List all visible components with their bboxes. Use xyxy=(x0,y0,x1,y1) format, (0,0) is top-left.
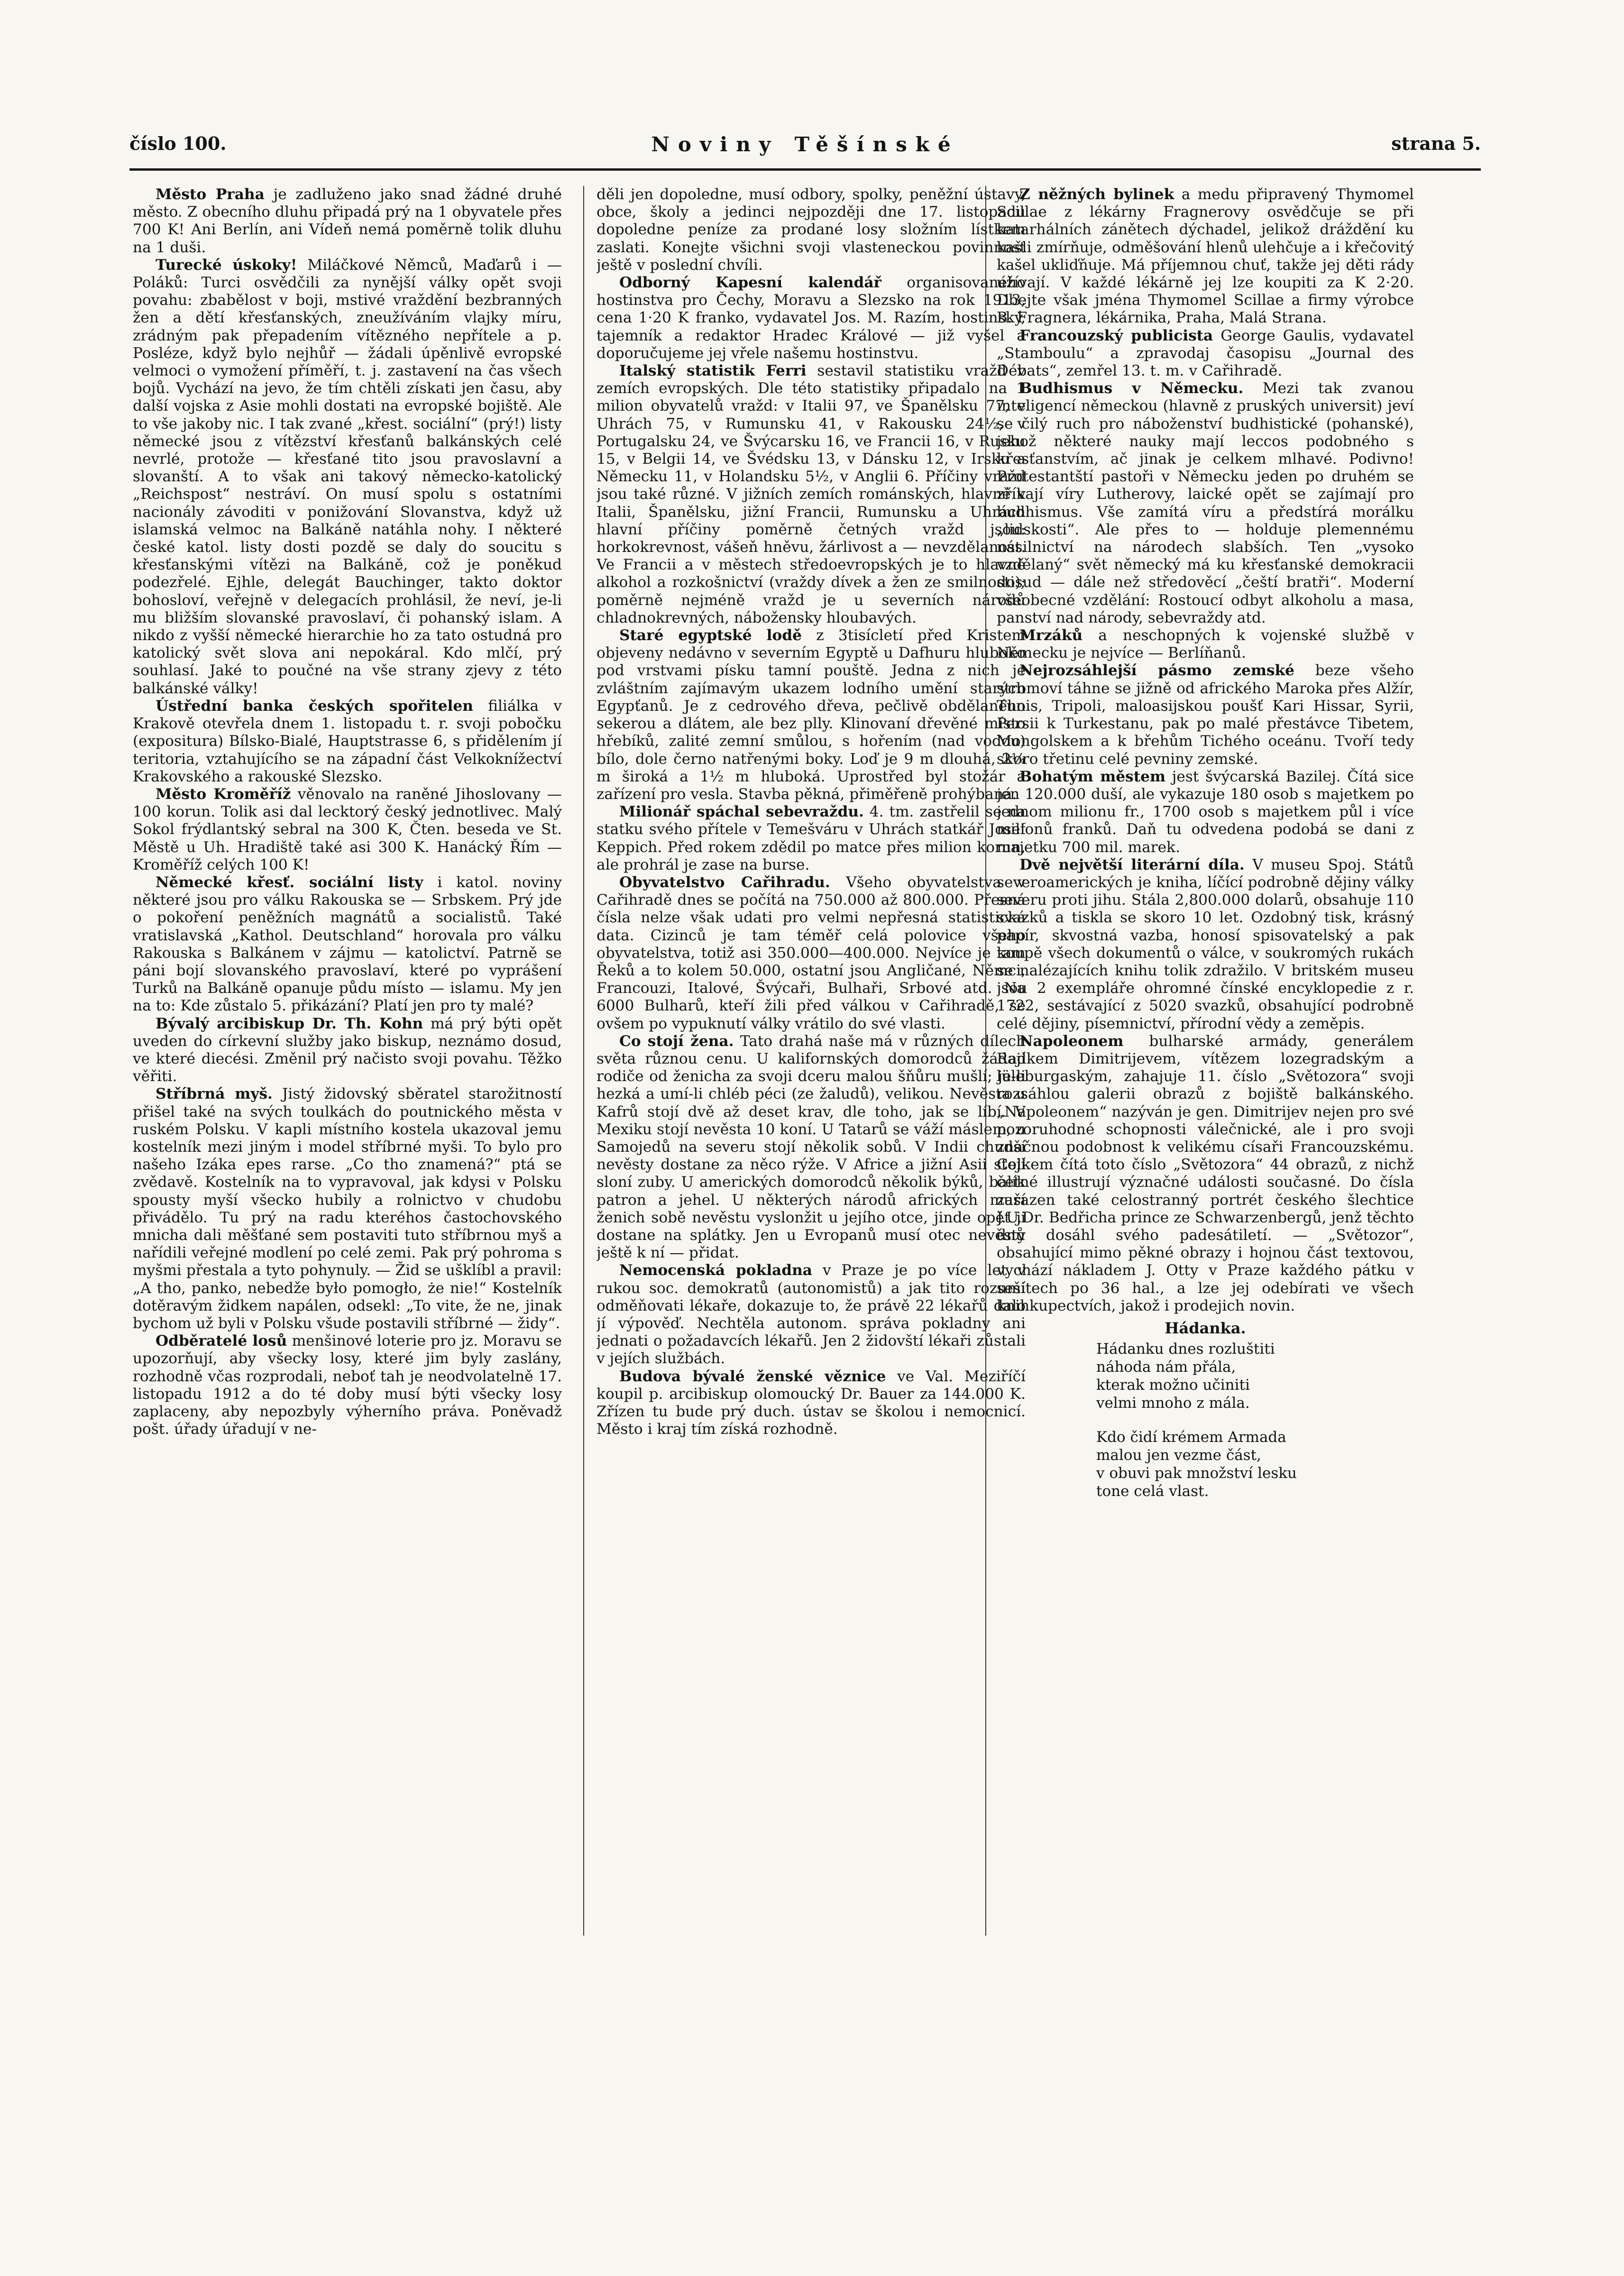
article-paragraph xyxy=(133,1332,562,1438)
article-text: sestavil statistiku vražd v zemích evropských. Dle této statistiky připadalo na 1 milion obyvatelů vražd: v Italii 97, ve Španělsku 77, v Uhrách 75, v Rumunsku 41, v Rakousku 24½, v Portugalsku 24, ve Švýcarsku 16, ve Francii 16, v Rusku 15, v Belgii 14, ve Švédsku 13, v Dánsku 12, v Irsku a Německu 11, v Holandsku 5½, v Anglii 6. Příčiny vražd jsou také různé. V jižních zemích románských, hlavně v Italii, Španělsku, jižní Francii, Rumunsku a Uhrách hlavní příčiny poměrně četných vražd jsou: horkokrevnost, vášeň hněvu, žárlivost a — nevzdělanost. Ve Francii a v městech středoevropských je to hlavně alkohol a rozkošnictví (vraždy dívek a žen ze smilnosti); poměrně nejméně vražd je u severních národů chladnokrevných, nábožensky hloubavých. xyxy=(596,362,1026,626)
article-paragraph xyxy=(997,768,1414,856)
article-text: z 3tisícletí před Kristem objeveny nedávno v severním Egyptě u Dafhuru hluboko pod vrstvami písku tamní pouště. Jedna z nich je zvláštním zajímavým ukazem lodního umění starých Egypťanů. Je z cedrového dřeva, pečlivě obdělaného sekerou a dlátem, ale bez plly. Klinovaní dřevěné místo hřebíků, zalité zemní smůlou, s hořením (nad vodou) bílo, dole černo natřenými boky. Loď je 9 m dlouhá, 2¼ m široká a 1½ m hluboká. Uprostřed byl stožár a zařízení pro vesla. Stavba pěkná, přiměřeně prohýbaná. xyxy=(596,627,1026,803)
article-paragraph xyxy=(133,1015,562,1086)
article-text: George Gaulis, vydavatel „Stamboulu“ a zpravodaj časopisu „Journal des Débats“, zemřel 13. t. m. v Cařihradě. xyxy=(997,327,1414,380)
riddle-stanza-1 xyxy=(1096,1340,1414,1412)
article-headline: Co stojí žena. xyxy=(619,1032,734,1050)
article-text: 4. tm. zastřelil se na statku svého přítele v Temešváru v Uhrách statkář Josef Keppich. Před rokem zdědil po matce přes milion korun, ale prohrál je zase na burse. xyxy=(596,803,1026,873)
article-headline: Milionář spáchal sebevraždu. xyxy=(619,803,864,821)
column-3-articles xyxy=(997,186,1414,1315)
article-paragraph xyxy=(133,697,562,786)
article-paragraph xyxy=(997,380,1414,627)
page-number: strana 5. xyxy=(1391,133,1481,154)
article-paragraph xyxy=(997,627,1414,662)
article-paragraph xyxy=(596,874,1026,1033)
article-text: v Praze je po více let v rukou soc. demokratů (autonomistů) a jak tito rozumí odměňovati lékaře, dokazuje to, že právě 22 lékařů dalo jí výpověď. Nechtěla autonom. správa pokladny ani jednati o požadavcích lékařů. Jen 2 židovští lékaři zůstali v jejích službách. xyxy=(596,1262,1026,1367)
column-1 xyxy=(133,186,562,1936)
article-text: a neschopných k vojenské službě v Německu je nejvíce — Berlíňanů. xyxy=(997,627,1414,662)
article-paragraph xyxy=(133,257,562,697)
riddle-line: v obuvi pak množství lesku xyxy=(1096,1465,1297,1482)
riddle-title: Hádanka. xyxy=(1165,1319,1246,1337)
article-headline: Ústřední banka českých spořitelen xyxy=(156,697,473,715)
article-paragraph xyxy=(133,1085,562,1332)
article-headline: Budova bývalé ženské věznice xyxy=(619,1367,886,1385)
riddle-line: Kdo čidí krémem Armada xyxy=(1096,1429,1286,1446)
article-text: Mezi tak zvanou inteligencí německou (hlavně z pruských universit) jeví se čilý ruch pro náboženství budhistické (pohanské), jehož některé nauky mají leccos podobného s křesťanstvím, ač jinak je celkem mlhavé. Podivno! Protestantští pastoři v Německu jeden po druhém se zříkají víry Lutherovy, laické opět se zajímají pro budhismus. Vše zamítá víru a předstírá morálku „lidskosti“. Ale přes to — holduje plemennému násilnictví na národech slabších. Ten „vysoko vzdělaný“ svět německý má ku křesťanské demokracii dosud — dále než středověcí „čeští bratři“. Moderní všeobecné vzdělání: Rostoucí odbyt alkoholu a masa, panství nad národy, sebevraždy atd. xyxy=(997,380,1414,626)
article-paragraph xyxy=(596,627,1026,803)
article-headline: Nemocenská pokladna xyxy=(619,1262,812,1279)
article-headline: Obyvatelstvo Cařihradu. xyxy=(619,873,830,891)
article-paragraph xyxy=(596,362,1026,627)
article-headline: Francouzský publicista xyxy=(1019,327,1213,344)
article-text: beze všeho stromoví táhne se jižně od afrického Maroka přes Alžír, Tunis, Tripoli, maloasijskou poušť Kari Hissar, Syrii, Persii k Turkestanu, pak po malé přestávce Tibetem, Mongolskem a k břehům Tichého oceánu. Tvoří tedy skoro třetinu celé pevniny zemské. xyxy=(997,662,1414,768)
article-paragraph xyxy=(596,274,1026,362)
article-paragraph xyxy=(997,186,1414,327)
article-headline: Mrzáků xyxy=(1019,627,1083,644)
article-text: děli jen dopoledne, musí odbory, spolky, peněžní ústavy, obce, školy a jedinci nejpozději dne 17. listopadu dopoledne peníze za prodané losy složním lístkem zaslati. Konejte všichni svoji vlasteneckou povinnost ještě v poslední chvíli. xyxy=(596,186,1026,274)
newspaper-title: Noviny Těšínské xyxy=(651,133,959,156)
article-headline: Nejrozsáhlejší pásmo zemské xyxy=(1019,662,1294,679)
article-text: Všeho obyvatelstva v Cařihradě dnes se počítá na 750.000 až 800.000. Přesná čísla nelze však udati pro velmi nepřesná statistická data. Cizinců je tam téměř celá polovice všeho obyvatelstva, totiž asi 350.000—400.000. Nejvíce je tam Řeků a to kolem 50.000, ostatní jsou Angličané, Němci, Francouzi, Italové, Švýcaři, Bulhaři, Srbové atd. Na 6000 Bulharů, kteří žili před válkou v Cařihradě, se ovšem po vypuknutí války vrátilo do své vlasti. xyxy=(596,873,1026,1032)
article-headline: Budhismus v Německu. xyxy=(1019,380,1244,397)
article-text: Tato drahá naše má v různých dílech světa různou cenu. U kalifornských domorodců žádají rodiče od ženicha za svoji dceru malou šňůru mušlí; je-li hezká a umí-li chléb péci (ze žaludů), velikou. Nevěsta u Kafrů stojí dvě až deset krav, dle toho, jak se líbí. V Mexiku stojí nevěsta 10 koní. U Tatarů se váží máslem, u Samojedů na severu stojí několik sobů. V Indii chudší nevěsty dostane za něco rýže. V Africe a jižní Asii stojí sloní zuby. U amerických domorodců několik býků, balík patron a jehel. U některých národů afrických musí ženich sobě nevěstu vyslonžit u jejího otce, jinde opět ji dostane na splátky. Jen u Evropanů musí otec nevěsty ještě k ní — přidat. xyxy=(596,1032,1026,1262)
article-text: organisovaného hostinstva pro Čechy, Moravu a Slezsko na rok 1913, cena 1·20 K franko, vydavatel Jos. M. Razím, hostinský, tajemník a redaktor Hradec Králové — již vyšel a doporučujeme jej vřele našemu hostinstvu. xyxy=(596,274,1026,362)
article-headline: Italský statistik Ferri xyxy=(619,362,807,380)
article-headline: Bývalý arcibiskup Dr. Th. Kohn xyxy=(156,1015,423,1032)
article-headline: Dvě největší literární díla. xyxy=(1019,856,1245,873)
article-paragraph xyxy=(133,874,562,1015)
article-paragraph xyxy=(596,1033,1026,1262)
riddle-line: náhoda nám přála, xyxy=(1096,1358,1236,1376)
article-paragraph xyxy=(596,803,1026,874)
article-text: má prý býti opět uveden do církevní služby jako biskup, neznámo dosud, ve které diecési. Změnil prý načisto svoji povahu. Těžko věřiti. xyxy=(133,1015,562,1085)
riddle-line: malou jen vezme část, xyxy=(1096,1447,1261,1464)
article-paragraph xyxy=(997,856,1414,1033)
article-paragraph xyxy=(596,186,1026,274)
article-paragraph xyxy=(596,1262,1026,1367)
article-paragraph xyxy=(997,1033,1414,1315)
article-paragraph xyxy=(997,327,1414,380)
article-text: jest švýcarská Bazilej. Čítá sice jen 120.000 duší, ale vykazuje 180 osob s majetkem po jednom milionu fr., 1700 osob s majetkem půl i více milionů franků. Daň tu odvedena podobá se dani z majetku 700 mil. marek. xyxy=(997,768,1414,856)
article-headline: Napoleonem xyxy=(1019,1032,1124,1050)
article-text: filiálka v Krakově otevřela dnem 1. listopadu t. r. svoji pobočku (expositura) Bílsko-Bialé, Hauptstrasse 6, s přidělením jí teritoria, vztahujícího se na západní část Velkoknížectví Krakovského a rakouské Slezsko. xyxy=(133,697,562,785)
article-headline: Stříbrná myš. xyxy=(156,1085,273,1103)
column-divider xyxy=(583,186,584,1936)
article-headline: Bohatým městem xyxy=(1019,768,1165,785)
riddle-line: velmi mnoho z mála. xyxy=(1096,1395,1250,1412)
article-text: ve Val. Meziříčí koupil p. arcibiskup olomoucký Dr. Bauer za 144.000 K. Zřízen tu bude prý duch. ústav se školou i nemocnicí. Město i kraj tím získá rozhodně. xyxy=(596,1367,1026,1438)
article-paragraph xyxy=(997,662,1414,768)
article-text: věnovalo na raněné Jihoslovany — 100 korun. Tolik asi dal lecktorý český jednotlivec. Malý Sokol frýdlantský sebral na 300 K, Čten. beseda ve St. Městě u Uh. Hradiště také asi 300 K. Hanácký Řím — Kroměříž celých 100 K! xyxy=(133,785,562,873)
column-2 xyxy=(596,186,1026,1936)
article-text: i katol. noviny některé jsou pro válku Rakouska se — Srbskem. Prý jde o pokoření peněžních magnátů a socialistů. Také vratislavská „Kathol. Deutschland“ horovala pro válku Rakouska s Balkánem v zájmu — katolictví. Patrně se páni bojí slovanského pravoslaví, které po vyprášení Turků na Balkáně opanuje půdu místo — islamu. My jen na to: Kde zůstalo 5. přikázání? Platí jen pro ty malé? xyxy=(133,873,562,1015)
riddle-line: Hádanku dnes rozluštiti xyxy=(1096,1340,1275,1358)
article-paragraph xyxy=(133,186,562,257)
riddle-stanza-2 xyxy=(1096,1428,1414,1500)
article-headline: Staré egyptské lodě xyxy=(619,627,802,644)
article-headline: Německé křesť. sociální listy xyxy=(156,873,423,891)
riddle-line: tone celá vlast. xyxy=(1096,1483,1209,1500)
article-headline: Turecké úskoky! xyxy=(156,256,297,274)
article-text: Miláčkové Němců, Maďarů i — Poláků: Turci osvědčili za nynější války opět svoji povahu: zbabělost v boji, mstivé vraždění bezbranných žen a dětí křesťanských, zneužíváním vlajky míru, zrádným pak přepadením vítězného nepřítele a p. Posléze, když bylo nejhůř — žádali úpěnlivě evropské velmoci o vymožení příměří, t. j. zastavení na čas všech bojů. Vychází na jevo, že tím chtěli získati jen času, aby další vojska z Asie mohli dostati na evropské bojiště. Ale to vše jakoby nic. I tak zvané „křest. sociální“ (prý!) listy německé jsou z vítězství křesťanů balkánských celé nevrlé, protože — křesťané tito jsou pravoslavní a slovanští. A to však ani takový německo-katolický „Reichspost“ nestráví. On musí spolu s ostatními nacionály závoditi v ponižování Slovanstva, když už islamská velmoc na Balkáně natáhla nohy. I některé české katol. listy dosti pozdě se daly do soucitu s křesťanskými vítězi na Balkáně, což je poněkud podezřelé. Ejhle, delegát Bauchinger, takto doktor bohosloví, veřejně v delegacích prohlásil, že neví, je-li mu bližším slovanské pravoslaví, či pohanský islam. A nikdo z vyšší německé hierarchie ho za tato ostudná pro katolický svět slova ani nepokáral. Kdo mlčí, prý souhlasí. Jaké to poučné na vše strany zjevy z této balkánské války! xyxy=(133,256,562,697)
article-text: menšinové loterie pro jz. Moravu se upozorňují, aby všecky losy, které jim byly zaslány, rozhodně včas rozprodali, neboť tah je neodvolatelně 17. listopadu 1912 a do té doby musí býti všecky losy zaplaceny, aby nepozbyly výherního práva. Poněvadž pošt. úřady úřadují v ne- xyxy=(133,1332,562,1438)
page-header xyxy=(129,133,1481,166)
header-rule xyxy=(129,168,1481,171)
article-text: V museu Spoj. Států severoamerických je kniha, líčící podrobně dějiny války severu proti jihu. Stála 2,800.000 dolarů, obsahuje 110 svazků a tiskla se skoro 10 let. Ozdobný tisk, krásný papír, skvostná vazba, honosí spisovatelský a pak koupě všech dokumentů o válce, v soukromých rukách se nalézajících knihu tolik zdražilo. V britském museu jsou 2 exempláře ohromné čínské encyklopedie z r. 1722, sestávající z 5020 svazků, obsahující podrobně celé dějiny, písemnictví, přírodní vědy a zeměpis. xyxy=(997,856,1414,1032)
article-text: Jistý židovský sběratel starožitností přišel také na svých toulkách do poutnického města v ruském Polsku. V kapli místního kostela ukazoval jemu kostelník mezi jiným i model stříbrné myši. To bylo pro našeho Izáka epes rarse. „Co tho znamená?“ ptá se zvědavě. Kostelník na to vypravoval, jak kdysi v Polsku spousty myší všecko hubily a rolnictvo v chudobu přivádělo. Tu prý na radu kteréhos častochovského mnicha dali měšťané sem postaviti tuto stříbrnou myš a nařídili veřejné modlení po celé zemi. Pak prý pohroma s myšmi přestala a tyto pohynuly. — Žid se ušklíbl a pravil: „A tho, panko, nebedže było pomogło, że nie!“ Kostelník dotěravým židkem napálen, odsekl: „To vite, že ne, jinak bychom už byli v Polsku všude postavili stříbrné — židy“. xyxy=(133,1085,562,1332)
article-paragraph xyxy=(133,786,562,874)
article-text: je zadluženo jako snad žádné druhé město. Z obecního dluhu připadá prý na 1 obyvatele přes 700 K! Ani Berlín, ani Vídeň nemá poměrně tolik dluhu na 1 duši. xyxy=(133,186,562,256)
article-paragraph xyxy=(596,1368,1026,1439)
issue-number: číslo 100. xyxy=(129,133,227,154)
column-3 xyxy=(997,186,1414,1936)
article-text: a medu připravený Thymomel Scillae z lékárny Fragnerovy osvědčuje se při katarhálních zánětech dýchadel, jelikož dráždění ku kašli zmírňuje, odměšování hlenů ulehčuje a i křečovitý kašel ukliďňuje. Má příjemnou chuť, takže jej děti rády užívají. V každé lékárně jej lze koupiti za K 2·20. Dbejte však jména Thymomel Scillae a firmy výrobce B. Fragnera, lékárnika, Praha, Malá Strana. xyxy=(997,186,1414,327)
article-headline: Město Praha xyxy=(156,186,265,203)
riddle-line: kterak možno učiniti xyxy=(1096,1377,1250,1394)
article-headline: Odběratelé losů xyxy=(156,1332,287,1350)
article-text: bulharské armády, generálem Radkem Dimitrijevem, vítězem lozegradským a lüleburgaským, zahajuje 11. číslo „Světozora“ svoji rozsáhlou galerii obrazů z bojiště balkánského. „Napoleonem“ nazýván je gen. Dimitrijev nejen pro své pozoruhodné schopnosti válečnické, ale i pro svoji značnou podobnost k velikému císaři Francouzskému. Celkem čítá toto číslo „Světozora“ 44 obrazů, z nichž četné illustrují význačné události současné. Do čísla zařazen také celostranný portrét českého šlechtice J.U.Dr. Bedřicha prince ze Schwarzenbergů, jenž těchto dnů dosáhl svého padesátiletí. — „Světozor“, obsahující mimo pěkné obrazy i hojnou část textovou, vychází nákladem J. Otty v Praze každého pátku v sešitech po 36 hal., a lze jej odebírati ve všech knihkupectvích, jakož i prodejich novin. xyxy=(997,1032,1414,1314)
article-headline: Město Kroměříž xyxy=(156,785,291,803)
article-headline: Z něžných bylinek xyxy=(1019,186,1174,203)
article-headline: Odborný Kapesní kalendář xyxy=(619,274,881,292)
